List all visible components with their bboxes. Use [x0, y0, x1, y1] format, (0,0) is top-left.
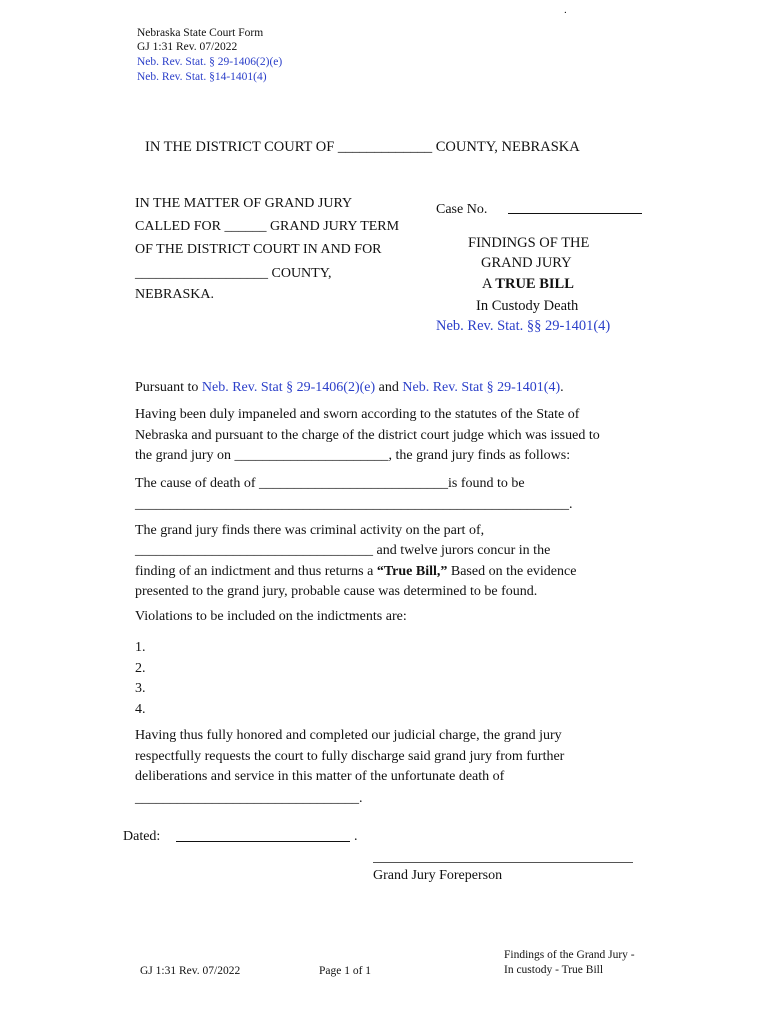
- dated-label: Dated:: [123, 829, 161, 844]
- true-bill-bold: TRUE BILL: [495, 276, 574, 292]
- form-name: Nebraska State Court Form: [137, 27, 264, 39]
- para1-line-3: the grand jury on ______________________, the grand jury finds as follows:: [135, 448, 571, 463]
- form-revision: GJ 1:31 Rev. 07/2022: [137, 41, 238, 53]
- para3-line-1: Having thus fully honored and completed our judicial charge, the grand jury: [135, 728, 562, 743]
- footer-title-2: In custody - True Bill: [504, 964, 604, 976]
- violation-item-3: 3.: [135, 681, 146, 696]
- in-custody-death: In Custody Death: [476, 298, 579, 314]
- para3-line-2: respectfully requests the court to fully discharge said grand jury from further: [135, 749, 565, 764]
- para2-line-3: [135, 562, 576, 582]
- true-bill-quote: “True Bill,”: [376, 564, 448, 579]
- caption-line-2: CALLED FOR ______ GRAND JURY TERM: [135, 219, 400, 234]
- footer-page-number: Page 1 of 1: [319, 965, 372, 977]
- caption-line-3: OF THE DISTRICT COURT IN AND FOR: [135, 242, 382, 257]
- statute-link-1[interactable]: Neb. Rev. Stat. § 29-1406(2)(e): [137, 56, 283, 68]
- signature-label: Grand Jury Foreperson: [373, 868, 503, 883]
- pursuant-prefix: Pursuant to: [135, 380, 202, 395]
- caption-line-5: NEBRASKA.: [135, 287, 214, 302]
- caption-line-1: IN THE MATTER OF GRAND JURY: [135, 196, 353, 211]
- caption-line-4: ___________________ COUNTY,: [135, 266, 332, 281]
- para3-line-3: deliberations and service in this matter of the unfortunate death of: [135, 769, 505, 784]
- para3-line-4: ________________________________.: [135, 791, 363, 806]
- violation-item-2: 2.: [135, 661, 146, 676]
- violation-item-1: 1.: [135, 640, 146, 655]
- cause-line-2: ______________________________________________________________.: [135, 497, 573, 512]
- pursuant-line: [135, 378, 564, 398]
- para2-line-4: presented to the grand jury, probable cause was determined to be found.: [135, 584, 538, 599]
- dated-field[interactable]: [176, 841, 350, 842]
- violation-item-4: 4.: [135, 702, 146, 717]
- findings-title-2: GRAND JURY: [481, 255, 572, 271]
- dated-period: .: [354, 829, 358, 844]
- para1-line-2: Nebraska and pursuant to the charge of the district court judge which was issued to: [135, 428, 600, 443]
- para2-line-2: __________________________________ and twelve jurors concur in the: [135, 543, 551, 558]
- violations-intro: Violations to be included on the indictments are:: [135, 609, 407, 624]
- pursuant-mid: and: [375, 380, 403, 395]
- top-mark: .: [564, 4, 567, 16]
- case-number-label: Case No.: [436, 202, 488, 217]
- para1-line-1: Having been duly impaneled and sworn according to the statutes of the State of: [135, 407, 580, 422]
- title-statute-link[interactable]: Neb. Rev. Stat. §§ 29-1401(4): [436, 318, 611, 334]
- court-heading: IN THE DISTRICT COURT OF _____________ COUNTY, NEBRASKA: [145, 139, 580, 155]
- true-bill-title: [482, 276, 574, 293]
- footer-title-1: Findings of the Grand Jury -: [504, 949, 635, 961]
- case-number-field[interactable]: [508, 213, 642, 214]
- signature-line[interactable]: [373, 862, 633, 863]
- para2-line-3-prefix: finding of an indictment and thus returns a: [135, 564, 377, 579]
- statute-link-2[interactable]: Neb. Rev. Stat. §14-1401(4): [137, 71, 267, 83]
- pursuant-suffix: .: [560, 380, 564, 395]
- pursuant-link-2[interactable]: Neb. Rev. Stat § 29-1401(4): [402, 380, 561, 395]
- para2-line-3-suffix: Based on the evidence: [447, 564, 577, 579]
- pursuant-link-1[interactable]: Neb. Rev. Stat § 29-1406(2)(e): [201, 380, 376, 395]
- true-bill-prefix: A: [482, 276, 496, 292]
- footer-form-id: GJ 1:31 Rev. 07/2022: [140, 965, 241, 977]
- cause-line-1: The cause of death of ___________________________is found to be: [135, 476, 525, 491]
- findings-title-1: FINDINGS OF THE: [468, 235, 590, 251]
- para2-line-1: The grand jury finds there was criminal activity on the part of,: [135, 523, 485, 538]
